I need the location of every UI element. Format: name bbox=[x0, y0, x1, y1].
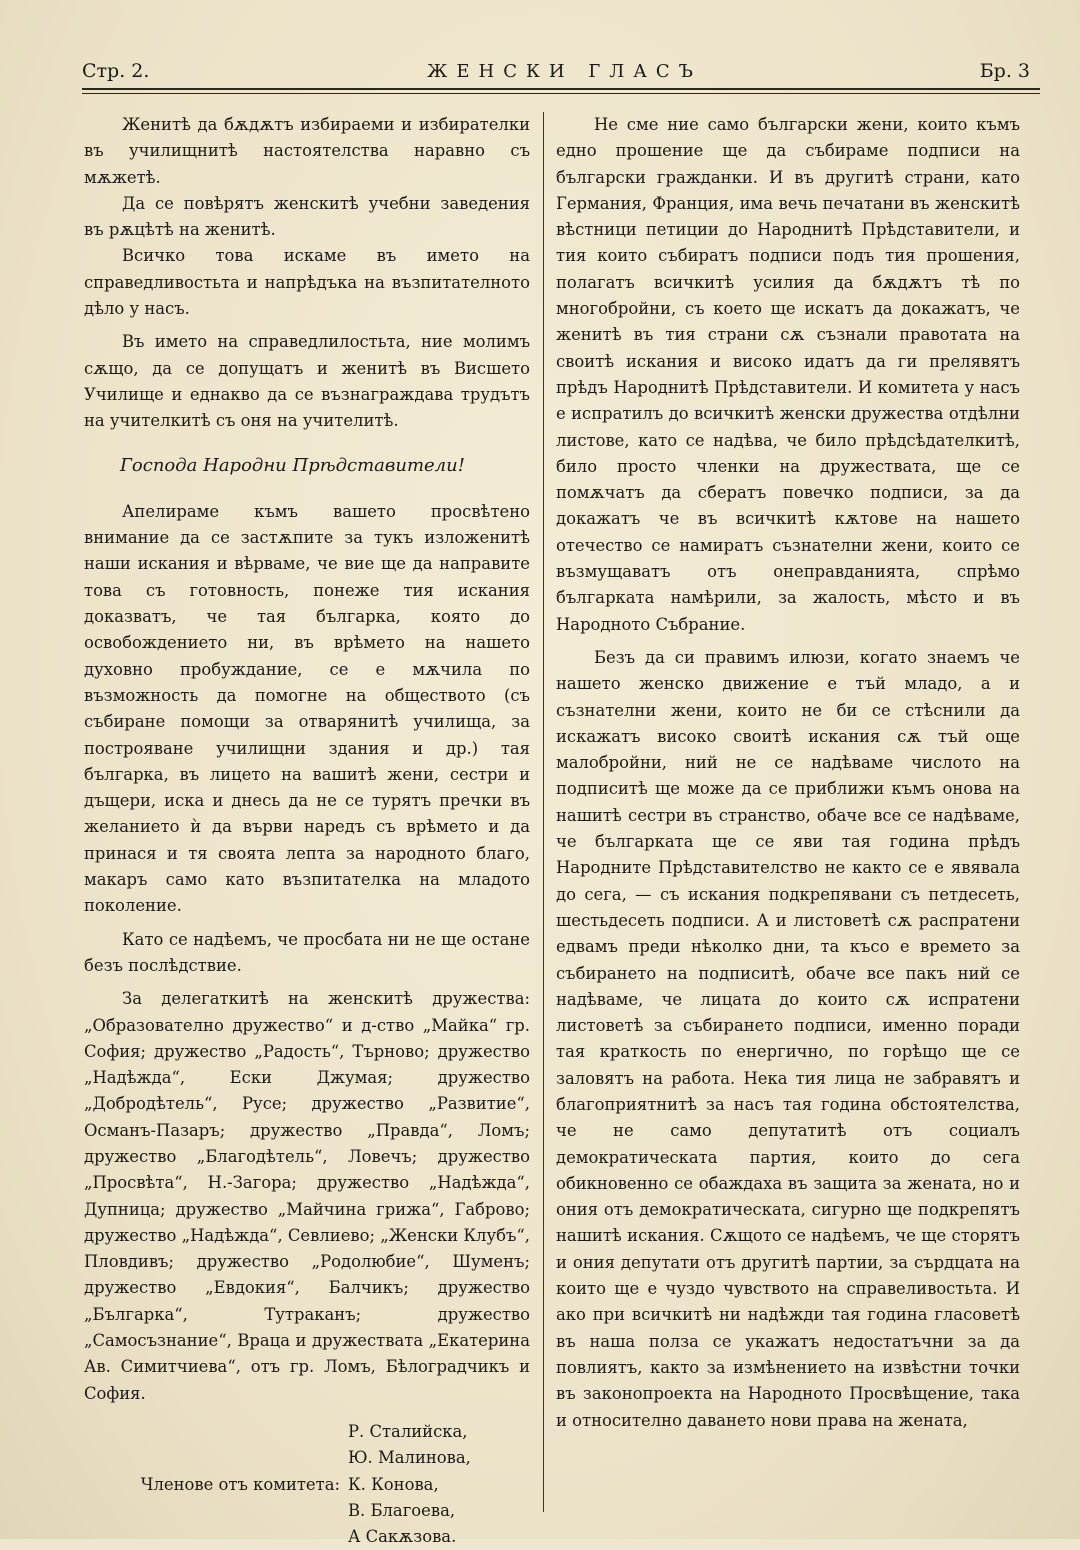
right-column bbox=[556, 112, 1020, 1434]
signers-block bbox=[84, 1419, 530, 1550]
column-divider bbox=[543, 112, 544, 1512]
issue-number: Бр. 3 bbox=[979, 60, 1030, 82]
signer-name: А Сакѫзова. bbox=[348, 1527, 457, 1547]
demand-paragraph: Всичко това искаме въ името на справедливостьта и напрѣдъка на възпитателното дѣло у насъ. bbox=[84, 246, 530, 319]
demand-paragraph: Въ името на справедлилостьта, ние молимъ сѫщо, да се допущатъ и женитѣ въ Висшето Училище и еднакво да се възнаграждава трудътъ на учителкитѣ съ оня на учителитѣ. bbox=[84, 332, 530, 431]
left-column bbox=[84, 112, 530, 1550]
demand-paragraph: Да се повѣрятъ женскитѣ учебни заведения въ рѫцѣтѣ на женитѣ. bbox=[84, 193, 530, 240]
appeal-paragraph: Апелираме къмъ вашето просвѣтено внимание да се застѫпите за тукъ изложенитѣ наши искания и вѣрваме, че вие ще да направите това съ готовность, понеже тия искания доказватъ, че тая българка, която до освобождението ни, въ врѣмето на нашето духовно пробуждание, се е мѫчила по възможность да помогне на обществото (съ събиране помощи за отварянитѣ училища, за построяване училищни здания и др.) тая българка, въ лицето на вашитѣ жени, сестри и дъщери, иска и днесь да не се турятъ пречки въ желанието ѝ да върви наредъ съ врѣмето и да принася и тя своята лепта за народното благо, макаръ само като възпитателка на младото поколение. bbox=[84, 501, 530, 916]
page-header bbox=[82, 56, 1030, 86]
header-rule-top bbox=[82, 88, 1040, 90]
signer-name: Р. Сталийска, bbox=[348, 1421, 468, 1441]
signer-name: В. Благоева, bbox=[348, 1500, 456, 1520]
page-number: Стр. 2. bbox=[82, 60, 150, 82]
newspaper-title: ЖЕНСКИ ГЛАСЪ bbox=[427, 60, 702, 82]
article-paragraph: Безъ да си правимъ илюзи, когато знаемъ че нашето женско движение е тъй младо, а и съзнателни жени, които не би се стѣснили да искажатъ високо своитѣ искания сѫ тъй още малобройни, ний не се надѣваме числото на подписитѣ ще може да се приближи къмъ онова на нашитѣ сестри въ странство, обаче все се надѣваме, че българката ще се яви тая година прѣдъ Народните Прѣдставителство не както се е явявала до сега, — съ искания подкрепявани съ петдесеть, шестьдесеть подписи. А и листоветѣ сѫ распратени едвамъ преди нѣколко дни, та късо е времето за събирането на подписитѣ, обаче все пакъ ний се надѣваме, че лицата до които сѫ испратени листоветѣ за събирането подписи, именно поради тая краткость по енергично, по горѣщо ще се заловятъ на работа. Нека тия лица не забравятъ и благоприятнитѣ за насъ тая година обстоятелства, че не само депутатитѣ отъ социалъ демократическата партия, които до сега обикновенно се обаждаха въ защита за жената, но и ония отъ демократическата, сигурно ще подкрепятъ нашитѣ искания. Сѫщото се надѣемъ, че ще сторятъ и ония депутати отъ другитѣ партии, за сърдцата на които ще е чуздо чувството на справеливостьта. И ако при всичкитѣ ни надѣжди тая година гласоветѣ въ наша полза се укажатъ недостатъчни за да повлиятъ, както за измѣнението на извѣстни точки въ законопроекта на Народното Просвѣщение, така и относително даването нови права на жената, bbox=[556, 647, 1020, 1430]
appeal-paragraph: Като се надѣемъ, че просбата ни не ще остане безъ послѣдствие. bbox=[84, 929, 530, 975]
signer-name: К. Конова, bbox=[348, 1474, 439, 1494]
delegates-paragraph: За делегаткитѣ на женскитѣ дружества: „Образователно дружество“ и д-ство „Майка“ гр. София; дружество „Радость“, Търново; дружество „Надѣжда“, Ески Джумая; дружество „Добродѣтель“, Русе; дружество „Развитие“, Османъ-Пазаръ; дружество „Правда“, Ломъ; дружество „Благодѣтель“, Ловечъ; дружество „Просвѣта“, Н.-Загора; дружество „Надѣжда“, Дупница; дружество „Майчина грижа“, Габрово; дружество „Надѣжда“, Севлиево; „Женски Клубъ“, Пловдивъ; дружество „Родолюбие“, Шуменъ; дружество „Евдокия“, Балчикъ; дружество „Българка“, Тутраканъ; дружество „Самосъзнание“, Враца и дружествата „Екатерина Ав. Симитчиева“, отъ гр. Ломъ, Бѣлоградчикъ и София. bbox=[84, 989, 530, 1403]
signers-label: Членове отъ комитета: bbox=[140, 1474, 340, 1494]
signer-name: Ю. Малинова, bbox=[348, 1448, 471, 1468]
article-paragraph: Не сме ние само български жени, които къмъ едно прошение ще да събираме подписи на български гражданки. И въ другитѣ страни, като Германия, Франция, има вечь печатани въ женскитѣ вѣстници петиции до Народнитѣ Прѣдставители, и тия които събиратъ подписи подъ тия прошения, полагатъ всичкитѣ усилия да бѫдѫтъ тѣ по многобройни, съ което ще искатъ да докажатъ, че женитѣ въ тия страни сѫ съзнали правотата на своитѣ искания и високо идатъ да ги прелявятъ прѣдъ Народнитѣ Прѣдставители. И комитета у насъ е испратилъ до всичкитѣ женски дружества отдѣлни листове, като се надѣва, че било прѣдсѣдателкитѣ, било просто членки на дружествата, ще се помѫчатъ да сбератъ повечко подписи, за да докажатъ че въ всичкитѣ кѫтове на нашето отечество се намиратъ съзнателни жени, които се възмущаватъ отъ онеправданията, спрѣмо българката намѣрили, за жалость, мѣсто и въ Народното Събрание. bbox=[556, 115, 1020, 634]
header-rule-bottom bbox=[82, 93, 1040, 94]
salutation: Господа Народни Прѣдставители! bbox=[120, 454, 465, 476]
demand-paragraph: Женитѣ да бѫдѫтъ избираеми и избирателки въ училищнитѣ настоятелства наравно съ мѫжетѣ. bbox=[84, 115, 530, 187]
